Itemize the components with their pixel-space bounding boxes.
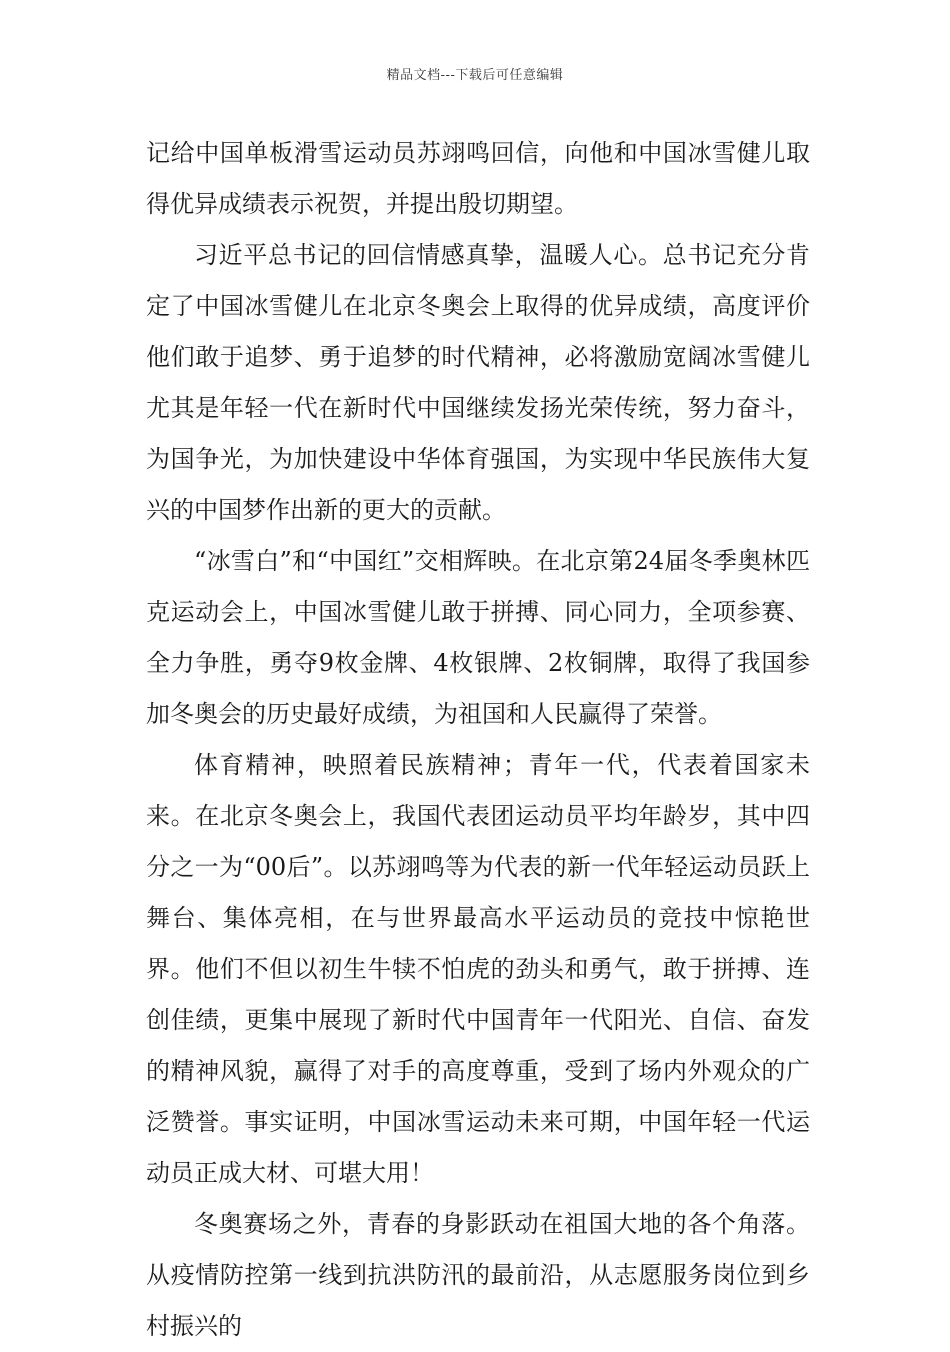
paragraph-continuation: 记给中国单板滑雪运动员苏翊鸣回信，向他和中国冰雪健儿取得优异成绩表示祝贺，并提出殷切期望。	[146, 139, 810, 218]
document-body	[146, 128, 810, 1352]
paragraph: 冬奥赛场之外，青春的身影跃动在祖国大地的各个角落。从疫情防控第一线到抗洪防汛的最前沿，从志愿服务岗位到乡村振兴的	[146, 1210, 810, 1340]
paragraph: “冰雪白”和“中国红”交相辉映。在北京第24届冬季奥林匹克运动会上，中国冰雪健儿敢于拼搏、同心同力，全项参赛、全力争胜，勇夺9枚金牌、4枚银牌、2枚铜牌，取得了我国参加冬奥会的历史最好成绩，为祖国和人民赢得了荣誉。	[146, 547, 810, 728]
paragraph: 习近平总书记的回信情感真挚，温暖人心。总书记充分肯定了中国冰雪健儿在北京冬奥会上取得的优异成绩，高度评价他们敢于追梦、勇于追梦的时代精神，必将激励宽阔冰雪健儿尤其是年轻一代在新时代中国继续发扬光荣传统，努力奋斗，为国争光，为加快建设中华体育强国，为实现中华民族伟大复兴的中国梦作出新的更大的贡献。	[146, 241, 810, 524]
page-header: 精品文档---下载后可任意编辑	[386, 68, 564, 83]
paragraph: 体育精神，映照着民族精神；青年一代，代表着国家未来。在北京冬奥会上，我国代表团运动员平均年龄岁，其中四分之一为“00后”。以苏翊鸣等为代表的新一代年轻运动员跃上舞台、集体亮相，在与世界最高水平运动员的竞技中惊艳世界。他们不但以初生牛犊不怕虎的劲头和勇气，敢于拼搏、连创佳绩，更集中展现了新时代中国青年一代阳光、自信、奋发的精神风貌，赢得了对手的高度尊重，受到了场内外观众的广泛赞誉。事实证明，中国冰雪运动未来可期，中国年轻一代运动员正成大材、可堪大用！	[146, 751, 810, 1187]
